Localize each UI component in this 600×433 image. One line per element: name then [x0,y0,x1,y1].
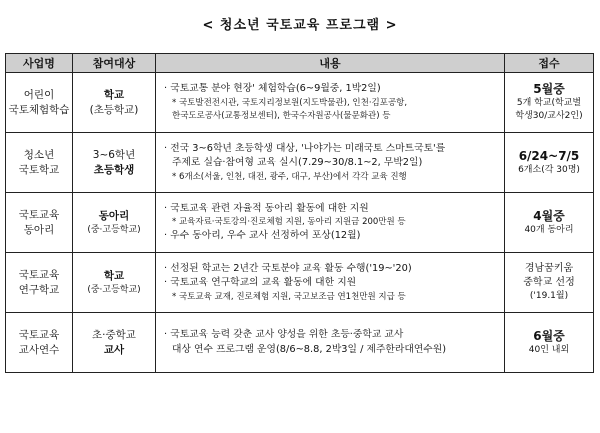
program-name-cell: 어린이 국토체험학습 [6,73,73,133]
table-row [6,313,594,373]
header-reception: 접수 [505,54,594,73]
reception-cell: 6/24~7/5 6개소(각 30명) [505,133,594,193]
program-table [5,53,594,373]
header-target: 참여대상 [73,54,156,73]
target-cell: 학교 (중·고등학교) [73,253,156,313]
reception-cell: 6월중 40인 내외 [505,313,594,373]
program-name-cell: 청소년 국토학교 [6,133,73,193]
content-cell: · 국토교육 관련 자율적 동아리 활동에 대한 지원 * 교육자료·국토강의·진로체험 지원, 동아리 지원금 200만원 등 · 우수 동아리, 우수 교사 선정하여 포상(12월) [156,193,505,253]
table-row [6,133,594,193]
content-cell: · 선정된 학교는 2년간 국토분야 교육 활동 수행('19~'20) · 국토교육 연구학교의 교육 활동에 대한 지원 * 국토교육 교재, 진로체험 지원, 국고보조금 연1천만원 지급 등 [156,253,505,313]
table-row [6,193,594,253]
header-program-name: 사업명 [6,54,73,73]
reception-cell: 5월중 5개 학교(학교별 학생30/교사2인) [505,73,594,133]
content-cell: · 전국 3~6학년 초등학생 대상, '나야가는 미래국토 스마트국토'를 주제로 실습·참여형 교육 실시(7.29~30/8.1~2, 무박2일) * 6개소(서울, 인천, 대전, 광주, 대구, 부산)에서 각각 교육 진행 [156,133,505,193]
reception-cell: 경남꿈키움 중학교 선정 ('19.1월) [505,253,594,313]
target-cell: 초·중학교 교사 [73,313,156,373]
program-name-cell: 국토교육 교사연수 [6,313,73,373]
table-row [6,253,594,313]
content-cell: · 국토교통 분야 현장' 체험학습(6~9월중, 1박2일) * 국토발전전시관, 국토지리정보원(지도박물관), 인천·김포공항, 한국도로공사(교통정보센터), 한국수자원공사(물문화관) 등 [156,73,505,133]
header-content: 내용 [156,54,505,73]
document-title: < 청소년 국토교육 프로그램 > [202,18,398,33]
content-cell: · 국토교육 능력 갖춘 교사 양성을 위한 초등·중학교 교사 대상 연수 프로그램 운영(8/6~8.8, 2박3일 / 제주한라대연수원) [156,313,505,373]
table-row [6,73,594,133]
target-cell: 학교 (초등학교) [73,73,156,133]
target-cell: 동아리 (중·고등학교) [73,193,156,253]
program-name-cell: 국토교육 동아리 [6,193,73,253]
table-header-row [6,54,594,73]
target-cell: 3~6학년 초등학생 [73,133,156,193]
reception-cell: 4월중 40개 동아리 [505,193,594,253]
program-name-cell: 국토교육 연구학교 [6,253,73,313]
